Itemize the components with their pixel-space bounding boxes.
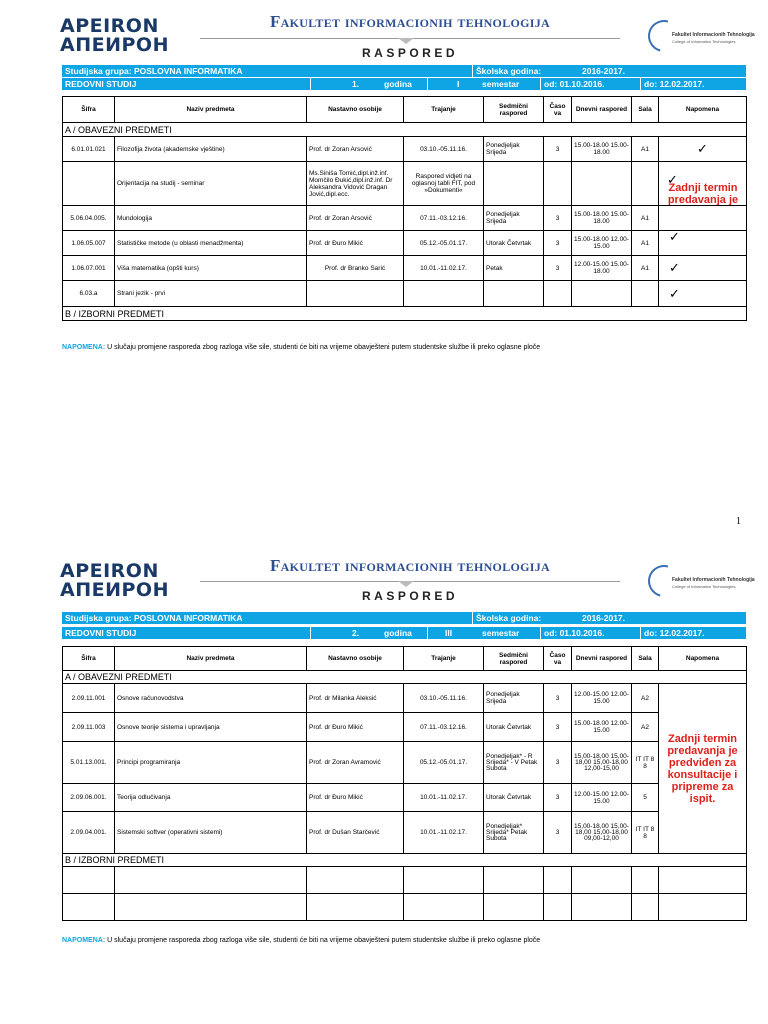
cell-nastavno: [307, 867, 404, 894]
table-row: [63, 231, 747, 256]
cell-sedmicni: Ponedjeljak* Srijeda* Petak Subota: [484, 812, 544, 854]
cell-dnevni: [572, 894, 632, 921]
col-sifra: Šifra: [63, 97, 115, 123]
cell-napomena: [659, 894, 747, 921]
cell-trajanje: 05.12.-05.01.17.: [404, 231, 484, 256]
cell-dnevni: 15.00-18.00 12.00-15.00: [572, 231, 632, 256]
cell-casova: 3: [544, 742, 572, 784]
cell-sedmicni: Ponedjeljak Srijeda: [484, 684, 544, 713]
cell-dnevni: [572, 162, 632, 206]
cell-napomena: [659, 684, 747, 854]
cell-trajanje: 10.01.-11.02.17.: [404, 812, 484, 854]
col-sala: Sala: [632, 647, 659, 671]
info-bar-group: [62, 65, 746, 77]
cell-trajanje: 05.12.-05.01.17.: [404, 742, 484, 784]
cell-napomena: [659, 256, 747, 281]
cell-casova: [544, 867, 572, 894]
col-sedmicni: Sedmični raspored: [484, 97, 544, 123]
table-row: [63, 742, 747, 784]
cell-sedmicni: [484, 281, 544, 307]
study-type: REDOVNI STUDIJ: [65, 628, 137, 638]
cell-sala: [632, 281, 659, 307]
cell-naziv: Statističke metode (u oblasti menadžmenta): [115, 231, 307, 256]
cell-nastavno: Prof. dr Zoran Arsović: [307, 137, 404, 162]
cell-sifra: 2.09.06.001.: [63, 784, 115, 812]
cell-nastavno: Prof. dr Đuro Mikić: [307, 784, 404, 812]
cell-casova: 3: [544, 784, 572, 812]
cell-casova: 3: [544, 812, 572, 854]
checkmark-icon: ✓: [669, 260, 680, 275]
cell-sifra: 5.06.04.005.: [63, 206, 115, 231]
cell-napomena: [659, 206, 747, 231]
cell-dnevni: 12.00-15.00 12.00-15.00: [572, 684, 632, 713]
cell-naziv: Osnove teorije sistema i upravljanja: [115, 713, 307, 742]
note-text: U slučaju promjene rasporeda zbog razloga više sile, studenti će biti na vrijeme obavješteni putem studentske službe ili preko oglasne ploče: [105, 937, 541, 944]
checkmark-icon: ✓: [669, 230, 680, 244]
apeiron-logo: [60, 17, 169, 55]
cell-sifra: [63, 894, 115, 921]
section-obavezni: A / OBAVEZNI PREDMETI: [63, 123, 747, 137]
title-rule-mark: [398, 38, 414, 44]
raspored-title: RASPORED: [361, 589, 458, 603]
cell-dnevni: [572, 281, 632, 307]
faculty-title: Fakultet informacionih tehnologija: [269, 12, 550, 31]
cell-trajanje: [404, 894, 484, 921]
study-type: REDOVNI STUDIJ: [65, 79, 137, 89]
table-row: [63, 162, 747, 206]
cell-nastavno: Prof. dr Branko Sarić: [307, 256, 404, 281]
logo-text-cyrillic: АПЕИРОН: [60, 34, 169, 56]
col-nastavno: Nastavno osobije: [307, 647, 404, 671]
cell-trajanje: 10.01.-11.02.17.: [404, 784, 484, 812]
schedule-table-2: [62, 646, 747, 921]
fit-logo-subtext: College of Information Technologies: [672, 584, 736, 589]
cell-napomena: [659, 137, 747, 162]
schedule-table-1: [62, 96, 747, 321]
note-text: U slučaju promjene rasporeda zbog razloga više sile, studenti će biti na vrijeme obavješteni putem studentske službe ili preko oglasne ploče: [105, 344, 541, 351]
date-from: od: 01.10.2016.: [544, 628, 605, 638]
cell-nastavno: Prof. dr Zoran Arsović: [307, 206, 404, 231]
cell-napomena: [659, 231, 747, 256]
cell-napomena: [659, 162, 747, 206]
cell-sedmicni: Ponedjeljak Srijeda: [484, 137, 544, 162]
table-row: [63, 281, 747, 307]
cell-trajanje: [404, 281, 484, 307]
section-obavezni: A / OBAVEZNI PREDMETI: [63, 671, 747, 684]
col-napomena: Napomena: [659, 647, 747, 671]
fit-logo-subtext: College of Information Technologies: [672, 39, 736, 44]
cell-dnevni: [572, 867, 632, 894]
cell-dnevni: 12.00-15.00 15.00-18.00: [572, 256, 632, 281]
cell-sedmicni: Utorak Četvrtak: [484, 713, 544, 742]
cell-naziv: Sistemski softver (operativni sistemi): [115, 812, 307, 854]
cell-trajanje: Raspored vidjeti na oglasnoj tabli FIT, pod »Dokumenti«: [404, 162, 484, 206]
document-page-2: [0, 545, 768, 1024]
cell-dnevni: 15,00-18,00 15,00-18,00 15,00-18,00 12,00-15,00: [572, 742, 632, 784]
checkmark-icon: ✓: [669, 285, 680, 301]
cell-sifra: 2.09.04.001.: [63, 812, 115, 854]
cell-casova: [544, 162, 572, 206]
cell-nastavno: Prof. dr Milanka Aleksić: [307, 684, 404, 713]
info-bar-group: [62, 612, 746, 624]
apeiron-logo: [60, 562, 169, 600]
note-label: NAPOMENA:: [62, 937, 106, 944]
section-izborni: B / IZBORNI PREDMETI: [63, 854, 747, 867]
semester-number: I: [457, 79, 460, 89]
cell-sifra: 2.09.11.003: [63, 713, 115, 742]
semester-label: semestar: [482, 628, 520, 638]
cell-naziv: [115, 867, 307, 894]
col-sedmicni: Sedmični raspored: [484, 647, 544, 671]
checkmark-icon: ✓: [697, 141, 708, 156]
date-to: do: 12.02.2017.: [644, 628, 705, 638]
cell-sala: IT IT 8 8: [632, 742, 659, 784]
cell-sifra: 1.06.05.007: [63, 231, 115, 256]
cell-sala: A1: [632, 256, 659, 281]
date-from: od: 01.10.2016.: [544, 79, 605, 89]
col-sala: Sala: [632, 97, 659, 123]
red-note: Zadnji termin predavanja je: [667, 182, 739, 206]
logo-text-cyrillic: АПЕИРОН: [60, 579, 169, 601]
cell-sala: A1: [632, 231, 659, 256]
semester-label: semestar: [482, 79, 520, 89]
header-row: [63, 647, 747, 671]
info-bar-study: [62, 627, 746, 639]
cell-casova: 3: [544, 206, 572, 231]
cell-naziv: Principi programiranja: [115, 742, 307, 784]
cell-sala: A2: [632, 684, 659, 713]
cell-nastavno: Prof. dr Dušan Starčević: [307, 812, 404, 854]
logo-text-latin: APEIRON: [60, 560, 159, 582]
cell-casova: [544, 894, 572, 921]
cell-naziv: Teorija odlučivanja: [115, 784, 307, 812]
col-dnevni: Dnevni raspored: [572, 647, 632, 671]
col-naziv: Naziv predmeta: [115, 647, 307, 671]
cell-sala: A1: [632, 206, 659, 231]
cell-trajanje: 10.01.-11.02.17.: [404, 256, 484, 281]
cell-nastavno: [307, 894, 404, 921]
table-row: [63, 812, 747, 854]
note: [62, 344, 540, 351]
checkmark-icon: ✓: [667, 172, 678, 187]
col-napomena: Napomena: [659, 97, 747, 123]
cell-sifra: 6.03.a: [63, 281, 115, 307]
cell-dnevni: 15.00-18.00 12.00-15.00: [572, 713, 632, 742]
fit-logo-text: Fakultet Informacionih Tehnologija: [672, 577, 755, 583]
cell-naziv: Strani jezik - prvi: [115, 281, 307, 307]
cell-nastavno: [307, 281, 404, 307]
fit-logo-text: Fakultet Informacionih Tehnologija: [672, 32, 755, 38]
cell-sala: A2: [632, 713, 659, 742]
cell-dnevni: 12.00-15.00 12.00-15.00: [572, 784, 632, 812]
cell-sedmicni: [484, 894, 544, 921]
cell-trajanje: 03.10.-05.11.16.: [404, 684, 484, 713]
cell-sala: 5: [632, 784, 659, 812]
cell-sifra: [63, 867, 115, 894]
cell-dnevni: 15,00-18,00 15,00-18,00 15,00-18,00 09,00-12,00: [572, 812, 632, 854]
table-row: [63, 713, 747, 742]
cell-nastavno: Ms.Siniša Tomić,dipl.inž.inf. Momčilo Đukić,dipl.inž.inf. Dr Aleksandra Vidović Dragan Jović,dipl.ecc.: [307, 162, 404, 206]
table-row: [63, 256, 747, 281]
study-group-label: Studijska grupa: POSLOVNA INFORMATIKA: [65, 613, 243, 623]
school-year-label: Školska godina:: [476, 66, 542, 76]
note-label: NAPOMENA:: [62, 344, 106, 351]
cell-casova: 3: [544, 713, 572, 742]
title-rule-mark: [398, 581, 414, 587]
cell-casova: 3: [544, 137, 572, 162]
table-row: [63, 784, 747, 812]
cell-naziv: [115, 894, 307, 921]
cell-sifra: 1.06.07.001: [63, 256, 115, 281]
cell-sedmicni: Petak: [484, 256, 544, 281]
red-note: Zadnji termin predavanja je predviđen za konsultacije i pripreme za ispit.: [667, 732, 738, 805]
cell-sala: [632, 162, 659, 206]
cell-dnevni: 15.00-18.00 15.00-18.00: [572, 206, 632, 231]
faculty-title: Fakultet informacionih tehnologija: [269, 556, 550, 575]
note: [62, 937, 540, 944]
school-year-value: 2016-2017.: [582, 613, 626, 623]
study-group-label: Studijska grupa: POSLOVNA INFORMATIKA: [65, 66, 243, 76]
cell-sifra: 5.01.13.001.: [63, 742, 115, 784]
cell-sedmicni: [484, 867, 544, 894]
year-label: godina: [384, 79, 412, 89]
cell-casova: 3: [544, 684, 572, 713]
table-row: [63, 137, 747, 162]
cell-trajanje: 03.10.-05.11.16.: [404, 137, 484, 162]
logo-text-latin: APEIRON: [60, 15, 159, 37]
cell-naziv: Orijentacija na studij - seminar: [115, 162, 307, 206]
cell-naziv: Mundologija: [115, 206, 307, 231]
cell-dnevni: 15.00-18.00 15.00-18.00: [572, 137, 632, 162]
cell-nastavno: Prof. dr Đuro Mikić: [307, 231, 404, 256]
cell-naziv: Filozofija života (akademske vještine): [115, 137, 307, 162]
table-row: [63, 867, 747, 894]
semester-number: III: [445, 628, 453, 638]
cell-casova: 3: [544, 256, 572, 281]
col-trajanje: Trajanje: [404, 97, 484, 123]
school-year-value: 2016-2017.: [582, 66, 626, 76]
cell-nastavno: Prof. dr Đuro Mikić: [307, 713, 404, 742]
page-number: 1: [736, 516, 741, 527]
cell-naziv: Viša matematika (opšti kurs): [115, 256, 307, 281]
col-naziv: Naziv predmeta: [115, 97, 307, 123]
year-number: 1.: [352, 79, 360, 89]
cell-casova: 3: [544, 231, 572, 256]
section-izborni: B / IZBORNI PREDMETI: [63, 307, 747, 321]
info-bar-study: [62, 78, 746, 90]
cell-napomena: [659, 281, 747, 307]
cell-sifra: 2.09.11.001: [63, 684, 115, 713]
year-number: 2.: [352, 628, 360, 638]
cell-trajanje: 07.11.-03.12.16.: [404, 206, 484, 231]
cell-sala: A1: [632, 137, 659, 162]
table-row: [63, 894, 747, 921]
year-label: godina: [384, 628, 412, 638]
cell-sifra: 6.01.01.021: [63, 137, 115, 162]
cell-sedmicni: Utorak Četvrtak: [484, 784, 544, 812]
header-row: [63, 97, 747, 123]
col-trajanje: Trajanje: [404, 647, 484, 671]
cell-sala: [632, 894, 659, 921]
cell-sedmicni: Utorak Četvrtak: [484, 231, 544, 256]
cell-napomena: [659, 867, 747, 894]
table-row: [63, 684, 747, 713]
cell-sedmicni: [484, 162, 544, 206]
cell-trajanje: 07.11.-03.12.16.: [404, 713, 484, 742]
col-nastavno: Nastavno osobije: [307, 97, 404, 123]
cell-sedmicni: Ponedjeljak Srijeda: [484, 206, 544, 231]
col-dnevni: Dnevni raspored: [572, 97, 632, 123]
col-casova: Časo va: [544, 97, 572, 123]
cell-nastavno: Prof. dr Zoran Avramović: [307, 742, 404, 784]
cell-casova: [544, 281, 572, 307]
cell-sala: IT IT 8 8: [632, 812, 659, 854]
date-to: do: 12.02.2017.: [644, 79, 705, 89]
table-row: [63, 206, 747, 231]
school-year-label: Školska godina:: [476, 613, 542, 623]
cell-sala: [632, 867, 659, 894]
raspored-title: RASPORED: [361, 46, 458, 60]
col-sifra: Šifra: [63, 647, 115, 671]
cell-sedmicni: Ponedjeljak* - R Srijeda* - V Petak Subota: [484, 742, 544, 784]
cell-naziv: Osnove računovodstva: [115, 684, 307, 713]
col-casova: Časo va: [544, 647, 572, 671]
cell-sifra: [63, 162, 115, 206]
cell-trajanje: [404, 867, 484, 894]
